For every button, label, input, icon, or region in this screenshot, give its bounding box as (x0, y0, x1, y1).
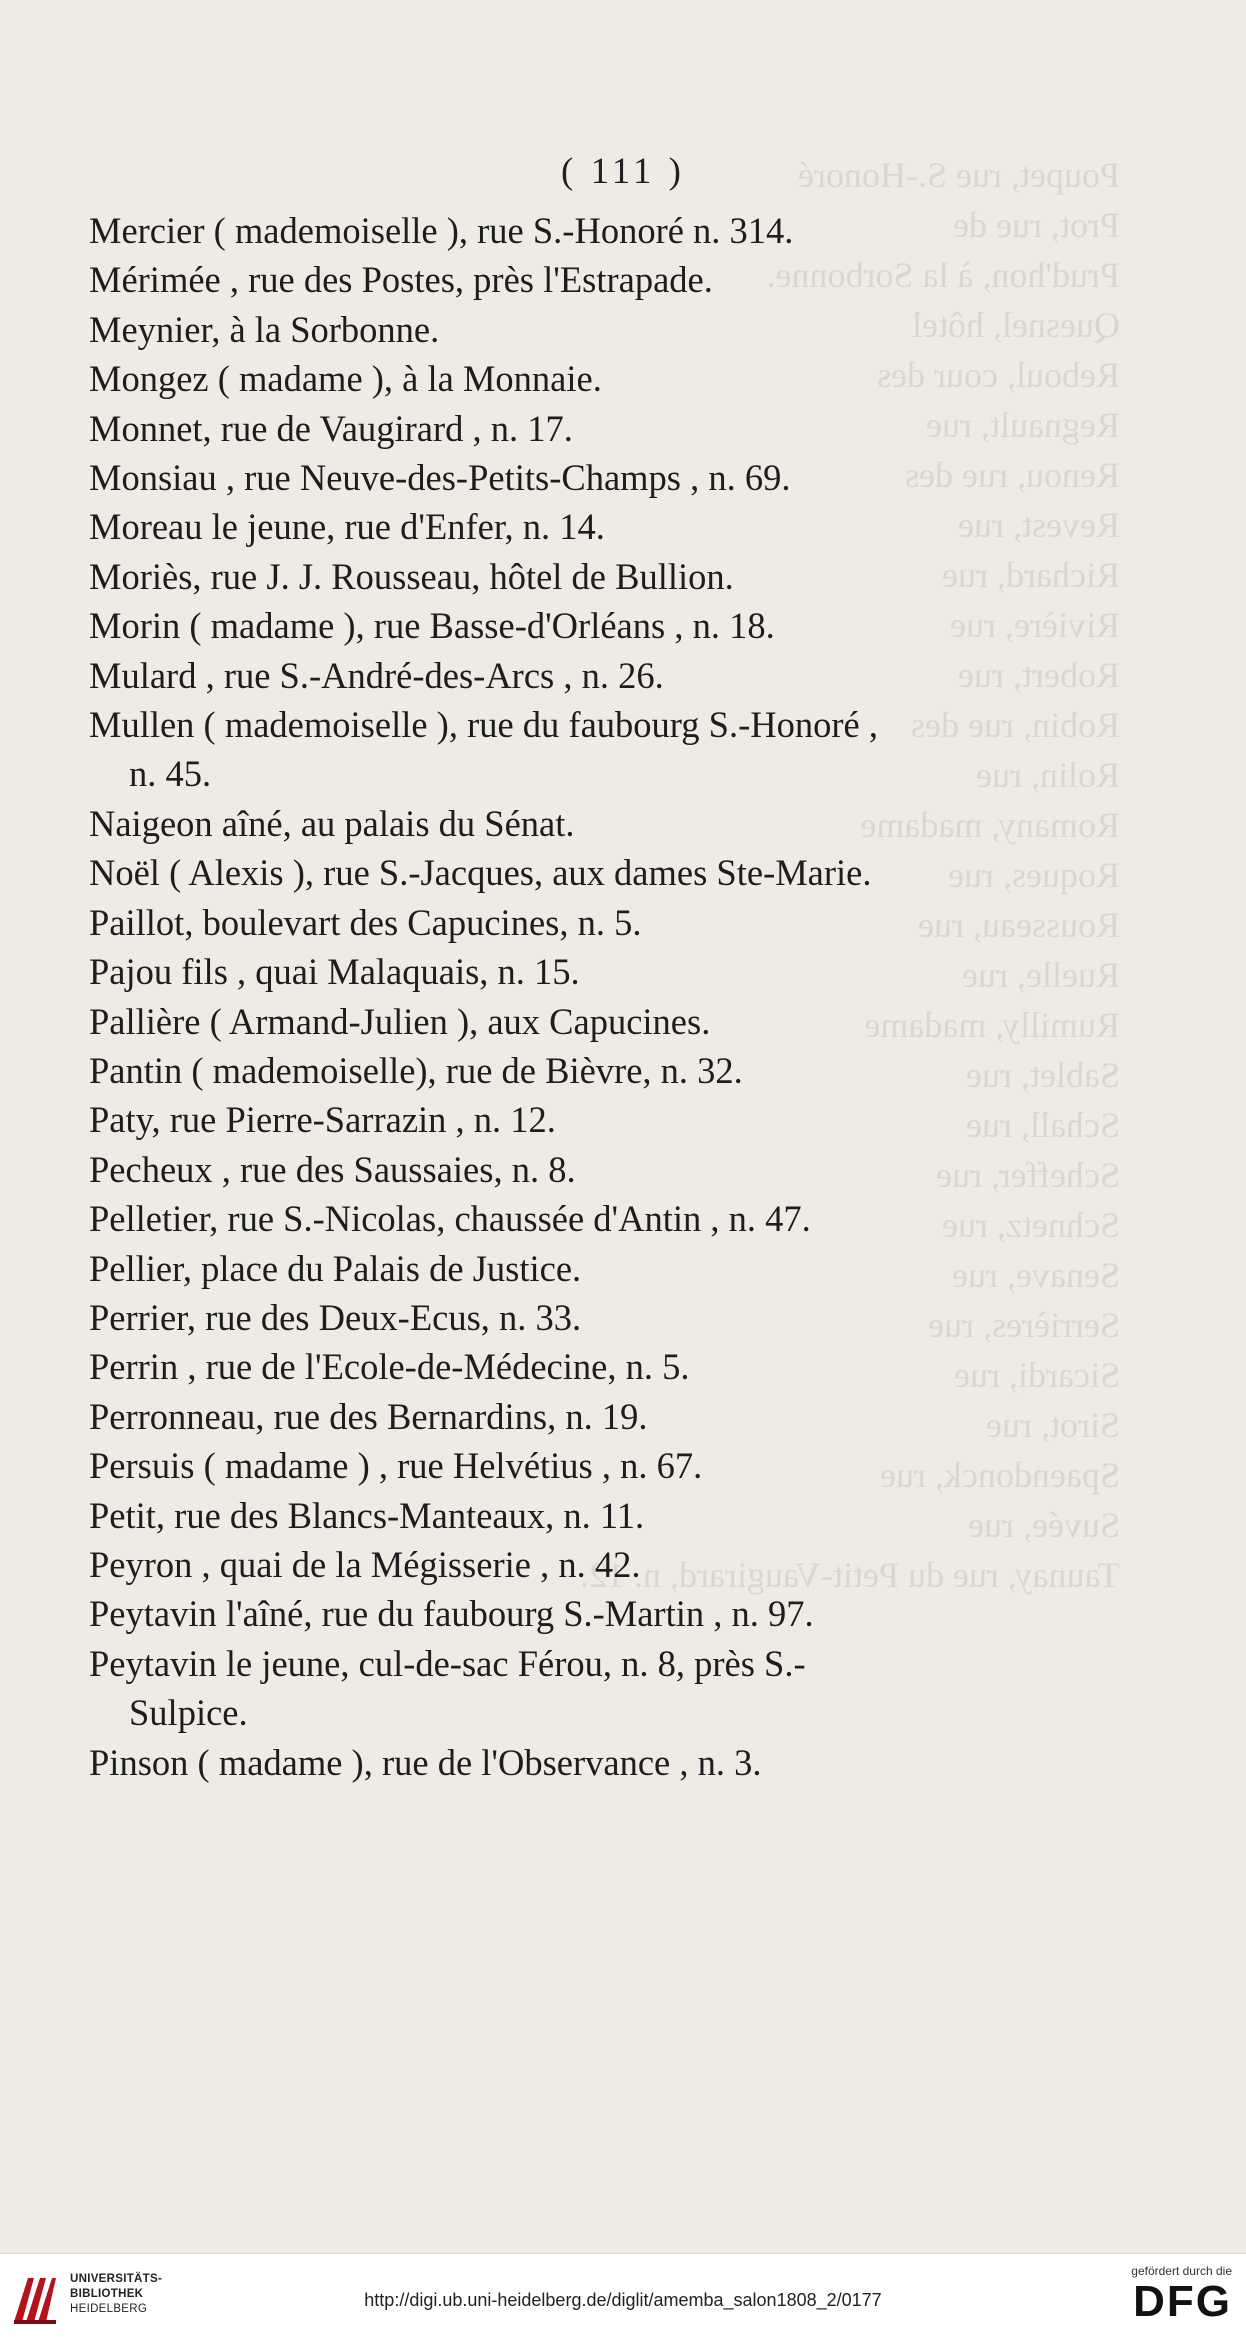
directory-list (89, 206, 1089, 1787)
directory-entry: Mérimée , rue des Postes, près l'Estrapade. (89, 259, 713, 301)
dfg-logo[interactable] (1102, 2264, 1232, 2326)
directory-entry: Pallière ( Armand-Julien ), aux Capucines. (89, 1000, 711, 1042)
directory-entry: Mullen ( mademoiselle ), rue du faubourg S.-Honoré , (89, 704, 878, 746)
directory-entry: Moriès, rue J. J. Rousseau, hôtel de Bullion. (89, 555, 734, 597)
directory-entry: Monsiau , rue Neuve-des-Petits-Champs , n. 69. (89, 457, 791, 499)
directory-entry-continuation: n. 45. (129, 753, 212, 795)
source-url[interactable]: http://digi.ub.uni-heidelberg.de/diglit/amemba_salon1808_2/0177 (364, 2290, 882, 2310)
directory-entry: Peytavin l'aîné, rue du faubourg S.-Martin , n. 97. (89, 1593, 814, 1635)
directory-entry: Pellier, place du Palais de Justice. (89, 1247, 582, 1289)
directory-entry: Paillot, boulevart des Capucines, n. 5. (89, 901, 642, 943)
directory-entry: Pantin ( mademoiselle), rue de Bièvre, n. 32. (89, 1049, 743, 1091)
directory-entry: Pajou fils , quai Malaquais, n. 15. (89, 951, 580, 993)
directory-entry: Moreau le jeune, rue d'Enfer, n. 14. (89, 506, 605, 548)
directory-entry: Mercier ( mademoiselle ), rue S.-Honoré n. 314. (89, 210, 794, 251)
bleed-through-text: Poupet, rue S.-Honoré Prot, rue de Prud'hon, à la Sorbonne. Quesnel, hôtel Reboul, cour des Regnault, rue Renou, rue des Revest, rue Richard, rue Rivière, rue Robert, rue Robin, rue des Rolin, rue Romany, madame Roques, rue Rousseau, rue Ruelle, rue Rumilly, madame Sablet, rue Schall, rue Scheffer, rue Schnetz, rue Senave, rue Serrières, rue Sicardi, rue Sirot, rue Spaendonck, rue Suvée, rue Taunay, rue du Petit-Vaugirard, n. 12. (580, 155, 1120, 1595)
directory-entry: Peytavin le jeune, cul-de-sac Férou, n. 8, près S.- (89, 1642, 806, 1684)
directory-entry: Pinson ( madame ), rue de l'Observance , n. 3. (89, 1741, 762, 1783)
logo-line-1: UNIVERSITÄTS- (70, 2273, 163, 2285)
directory-entry: Naigeon aîné, au palais du Sénat. (89, 802, 575, 844)
directory-entry: Perrier, rue des Deux-Ecus, n. 33. (89, 1296, 582, 1338)
footer-bar (0, 2253, 1246, 2345)
directory-entry: Meynier, à la Sorbonne. (89, 308, 440, 350)
directory-entry: Noël ( Alexis ), rue S.-Jacques, aux dames Ste-Marie. (89, 852, 872, 894)
directory-entry-continuation: Sulpice. (129, 1692, 248, 1734)
logo-line-2: BIBLIOTHEK (70, 2288, 144, 2300)
directory-entry: Pelletier, rue S.-Nicolas, chaussée d'Antin , n. 47. (89, 1198, 811, 1240)
directory-entry: Mulard , rue S.-André-des-Arcs , n. 26. (89, 654, 664, 696)
directory-entry: Morin ( madame ), rue Basse-d'Orléans , n. 18. (89, 605, 775, 647)
directory-entry: Paty, rue Pierre-Sarrazin , n. 12. (89, 1099, 556, 1141)
directory-entry: Monnet, rue de Vaugirard , n. 17. (89, 407, 573, 449)
logo-line-3: HEIDELBERG (70, 2303, 148, 2315)
directory-entry: Perronneau, rue des Bernardins, n. 19. (89, 1395, 648, 1437)
directory-entry: Mongez ( madame ), à la Monnaie. (89, 358, 602, 400)
page-number: ( 111 ) (561, 151, 685, 192)
directory-entry: Perrin , rue de l'Ecole-de-Médecine, n. 5. (89, 1346, 690, 1388)
dfg-mark: DFG (1133, 2277, 1232, 2326)
directory-entry: Petit, rue des Blancs-Manteaux, n. 11. (89, 1494, 645, 1536)
directory-entry: Persuis ( madame ) , rue Helvétius , n. 67. (89, 1445, 703, 1487)
directory-entry: Pecheux , rue des Saussaies, n. 8. (89, 1148, 576, 1190)
funding-label: gefördert durch die (1131, 2264, 1232, 2278)
directory-entry: Peyron , quai de la Mégisserie , n. 42. (89, 1543, 641, 1585)
